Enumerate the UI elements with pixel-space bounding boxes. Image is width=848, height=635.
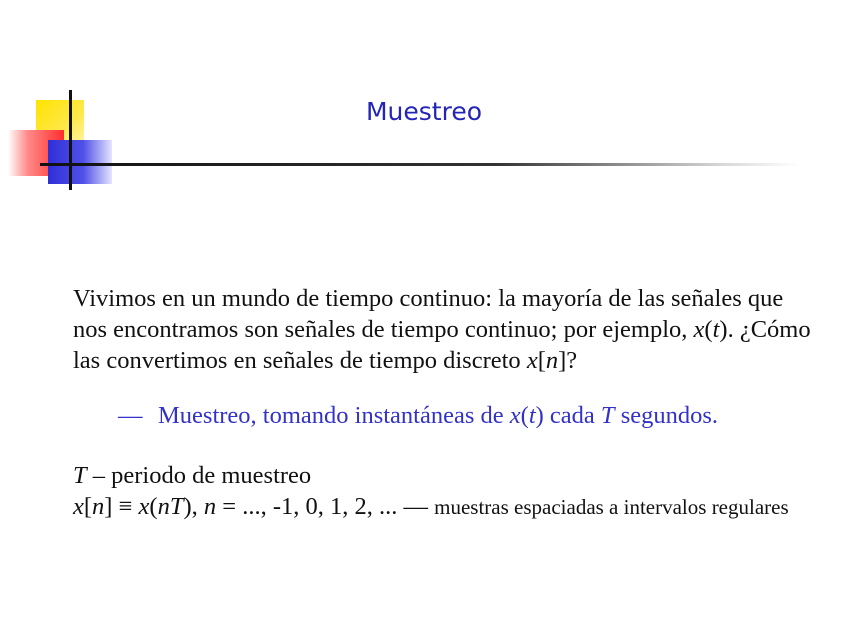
paragraph-line-3 — [73, 345, 833, 376]
slide-title: Muestreo — [365, 97, 483, 126]
var-n: n — [203, 493, 217, 520]
bullet-text-mid: ) cada — [535, 402, 601, 429]
var-t: t — [712, 316, 720, 343]
paren-open: ( — [520, 402, 529, 429]
bullet-dash: — — [118, 402, 143, 429]
var-n: n — [545, 347, 559, 374]
paragraph-line-3-end: ]? — [558, 347, 578, 374]
var-nT: nT — [157, 493, 184, 520]
var-n: n — [92, 493, 105, 520]
var-T: T — [600, 402, 615, 429]
paren-close: ), — [183, 493, 204, 520]
logo-blue-square — [48, 140, 112, 184]
equiv-sign: ] ≡ — [104, 493, 139, 520]
var-x: x — [73, 493, 84, 520]
paragraph-line-2-text: nos encontramos son señales de tiempo continuo; por ejemplo, — [73, 316, 694, 343]
definition-block — [73, 460, 789, 523]
title-underline — [40, 163, 800, 166]
sequence-values: = ..., -1, 0, 1, 2, ... — — [216, 493, 435, 520]
definition-note: muestras espaciadas a intervalos regulares — [434, 495, 789, 519]
paragraph-line-2-end: ). ¿Cómo — [719, 316, 811, 343]
var-x: x — [509, 402, 521, 429]
var-x: x — [526, 347, 538, 374]
bullet-sampling — [118, 402, 718, 430]
paren-open: ( — [149, 493, 158, 520]
bullet-text: Muestreo, tomando instantáneas de — [158, 402, 510, 429]
bracket-open: [ — [537, 347, 546, 374]
var-t: t — [528, 402, 536, 429]
paragraph-line-1-text: Vivimos en un mundo de tiempo continuo: la mayoría de las señales que — [73, 285, 784, 312]
paragraph-line-2 — [73, 314, 833, 345]
definition-line-2 — [73, 491, 789, 523]
var-x: x — [693, 316, 705, 343]
var-x: x — [138, 493, 150, 520]
definition-line-1 — [73, 460, 789, 491]
definition-line-1-text: – periodo de muestreo — [86, 462, 312, 489]
paragraph-line-3-text: las convertimos en señales de tiempo discreto — [73, 347, 527, 374]
paragraph-line-1 — [73, 283, 833, 314]
intro-paragraph — [73, 283, 833, 376]
var-T: T — [73, 462, 87, 489]
paren-open: ( — [704, 316, 713, 343]
bracket-open: [ — [83, 493, 93, 520]
bullet-text-end: segundos. — [614, 402, 719, 429]
